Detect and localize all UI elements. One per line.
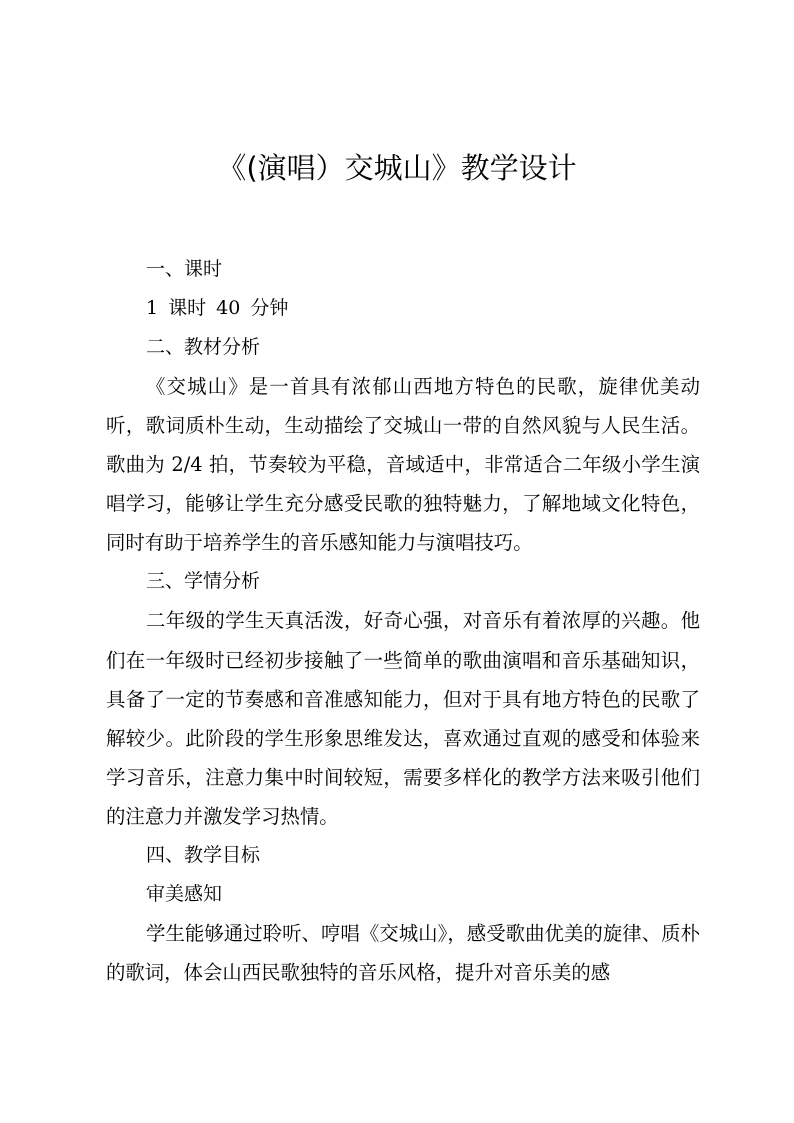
document-title: 《(演唱）交城山》教学设计 — [217, 151, 577, 185]
section-heading-class-hours: 一、课时 — [146, 258, 223, 280]
document-body — [106, 250, 700, 992]
class-hours-text: 1 课时 40 分钟 — [146, 297, 289, 319]
section-heading-student-analysis: 三、学情分析 — [146, 570, 261, 593]
material-analysis-paragraph: 《交城山》是一首具有浓郁山西地方特色的民歌，旋律优美动听，歌词质朴生动，生动描绘了交城山一带的自然风貌与人民生活。歌曲为 2/4 拍，节奏较为平稳，音域适中，非常适合二年级小学生演唱学习，能够让学生充分感受民歌的独特魅力，了解地域文化特色，同时有助于培养学生的音乐感知能力与演唱技巧。 — [106, 375, 700, 555]
section-heading-material-analysis: 二、教材分析 — [146, 336, 261, 358]
section-heading-teaching-goals: 四、教学目标 — [146, 844, 261, 867]
goal-subheading-aesthetic-perception: 审美感知 — [146, 883, 223, 906]
student-analysis-paragraph: 二年级的学生天真活泼，好奇心强，对音乐有着浓厚的兴趣。他们在一年级时已经初步接触了一些简单的歌曲演唱和音乐基础知识，具备了一定的节奏感和音准感知能力，但对于具有地方特色的民歌了解较少。此阶段的学生形象思维发达，喜欢通过直观的感受和体验来学习音乐，注意力集中时间较短，需要多样化的教学方法来吸引他们的注意力并激发学习热情。 — [106, 609, 700, 828]
aesthetic-perception-paragraph: 学生能够通过聆听、哼唱《交城山》，感受歌曲优美的旋律、质朴的歌词，体会山西民歌独特的音乐风格，提升对音乐美的感 — [106, 922, 700, 985]
